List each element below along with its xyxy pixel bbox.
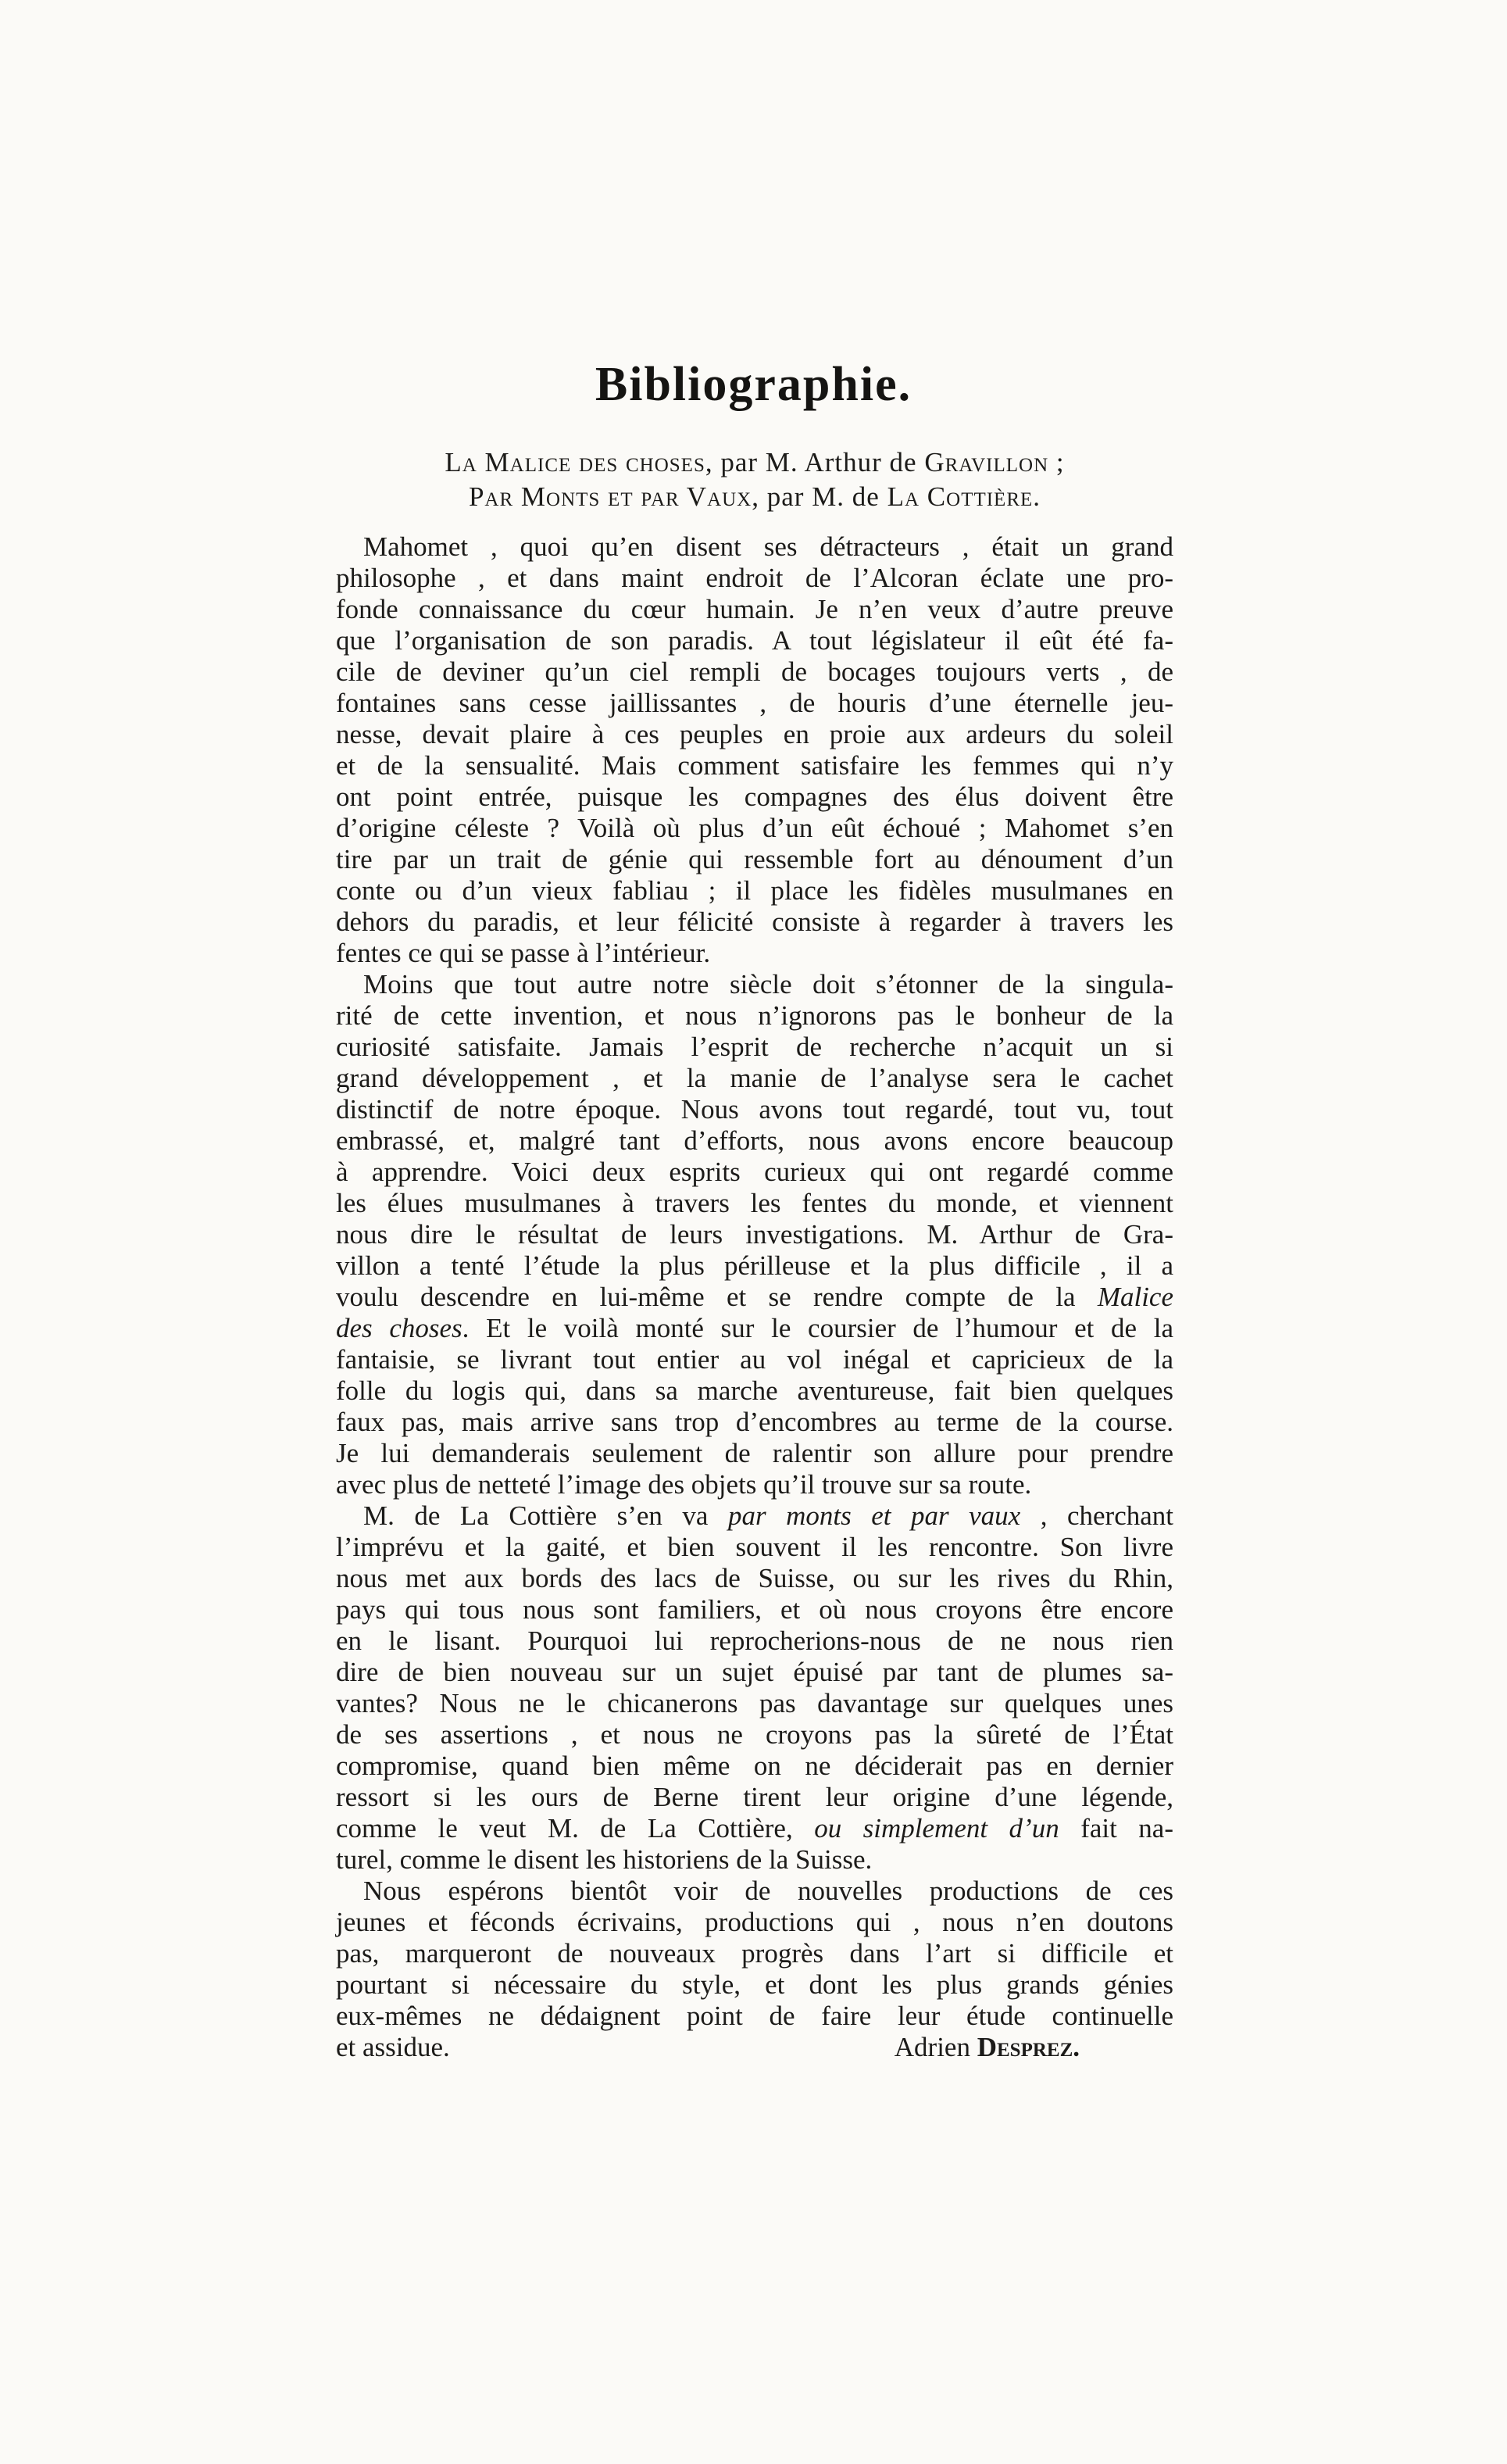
text-run: philosophe , et dans maint endroit de l’Alcoran éclate une pro- (336, 563, 1173, 593)
text-line (336, 1375, 1173, 1407)
text-line (336, 1157, 1173, 1188)
text-line (336, 875, 1173, 907)
text-run: rité de cette invention, et nous n’ignorons pas le bonheur de la (336, 1000, 1173, 1031)
paragraph-4 (336, 1876, 1173, 2032)
text-line (336, 1407, 1173, 1438)
small-caps-run: Gravillon (924, 447, 1049, 477)
text-line (336, 1094, 1173, 1125)
text-run: nous dire le résultat de leurs investigations. M. Arthur de Gra- (336, 1219, 1173, 1250)
text-run: , par M. de (752, 481, 887, 512)
small-caps-run: La Malice des choses (445, 447, 705, 477)
text-line (336, 719, 1173, 750)
text-run: jeunes et féconds écrivains, productions qui , nous n’en doutons (336, 1907, 1173, 1937)
text-run: et assidue. (336, 2032, 450, 2062)
text-line (336, 656, 1173, 688)
text-run: d’origine céleste ? Voilà où plus d’un eût échoué ; Mahomet s’en (336, 813, 1173, 843)
text-line (336, 1250, 1173, 1282)
text-run: voulu descendre en lui-même et se rendre compte de la (336, 1282, 1098, 1312)
text-run: conte ou d’un vieux fabliau ; il place les fidèles musulmanes en (336, 875, 1173, 906)
reviewed-works-heading (336, 445, 1173, 514)
text-line (336, 907, 1173, 938)
text-line (336, 688, 1173, 719)
text-line (336, 1876, 1173, 1907)
text-run: pas, marqueront de nouveaux progrès dans l’art si difficile et (336, 1938, 1173, 1969)
text-run: embrassé, et, malgré tant d’efforts, nous avons encore beaucoup (336, 1125, 1173, 1156)
italic-run: par monts et par vaux (727, 1500, 1021, 1531)
text-run: de ses assertions , et nous ne croyons pas la sûreté de l’État (336, 1719, 1173, 1750)
text-run: fantaisie, se livrant tout entier au vol inégal et capricieux de la (336, 1344, 1173, 1375)
text-line (336, 1813, 1173, 1844)
text-line (336, 1125, 1173, 1157)
small-caps-run: Desprez. (977, 2032, 1080, 2062)
text-run: à apprendre. Voici deux esprits curieux qui ont regardé comme (336, 1157, 1173, 1187)
text-line (336, 813, 1173, 844)
text-run: compromise, quand bien même on ne déciderait pas en dernier (336, 1751, 1173, 1781)
text-line (336, 1657, 1173, 1688)
text-line (336, 1500, 1173, 1532)
text-line (336, 594, 1173, 625)
text-run: Nous espérons bientôt voir de nouvelles productions de ces (363, 1876, 1173, 1906)
small-caps-run: La Cottière (887, 481, 1034, 512)
text-run: fait na- (1059, 1813, 1173, 1844)
italic-run: Malice (1097, 1282, 1173, 1312)
text-line (336, 1219, 1173, 1250)
text-run: en le lisant. Pourquoi lui reprocherions-nous de ne nous rien (336, 1625, 1173, 1656)
closing-text (336, 2032, 450, 2063)
text-line (336, 625, 1173, 656)
text-run: turel, comme le disent les historiens de la Suisse. (336, 1844, 873, 1875)
italic-run: ou simplement d’un (814, 1813, 1059, 1844)
text-run: avec plus de netteté l’image des objets qu’il trouve sur sa route. (336, 1469, 1032, 1500)
text-line (336, 1563, 1173, 1594)
text-line (336, 1063, 1173, 1094)
text-line (336, 938, 1173, 969)
text-run: les élues musulmanes à travers les fentes du monde, et viennent (336, 1188, 1173, 1218)
text-run: distinctif de notre époque. Nous avons tout regardé, tout vu, tout (336, 1094, 1173, 1125)
italic-run: des choses (336, 1313, 462, 1343)
text-line (336, 2001, 1173, 2032)
page-title: Bibliographie. (595, 358, 912, 411)
text-line (336, 531, 1173, 563)
text-line (336, 1032, 1173, 1063)
text-line (336, 781, 1173, 813)
text-run: que l’organisation de son paradis. A tout législateur il eût été fa- (336, 625, 1173, 656)
text-line (336, 1719, 1173, 1751)
paragraph-3 (336, 1500, 1173, 1876)
text-line (336, 1000, 1173, 1032)
text-line (336, 1782, 1173, 1813)
text-line (336, 1282, 1173, 1313)
text-line (336, 750, 1173, 781)
text-line (336, 1844, 1173, 1876)
paragraph-2 (336, 969, 1173, 1500)
text-run: comme le veut M. de La Cottière, (336, 1813, 815, 1844)
text-line (336, 1907, 1173, 1938)
text-run: . Et le voilà monté sur le coursier de l’humour et de la (462, 1313, 1174, 1343)
text-line (336, 1469, 1173, 1500)
text-run: fontaines sans cesse jaillissantes , de houris d’une éternelle jeu- (336, 688, 1173, 718)
text-line (336, 1594, 1173, 1625)
closing-line (336, 2032, 1173, 2063)
text-run: nesse, devait plaire à ces peuples en proie aux ardeurs du soleil (336, 719, 1173, 749)
text-run: , cherchant (1020, 1500, 1173, 1531)
text-run: vantes? Nous ne le chicanerons pas davantage sur quelques unes (336, 1688, 1173, 1718)
text-line (336, 1532, 1173, 1563)
text-run: pays qui tous nous sont familiers, et où nous croyons être encore (336, 1594, 1173, 1625)
text-run: ; (1048, 447, 1065, 477)
text-run: et de la sensualité. Mais comment satisfaire les femmes qui n’y (336, 750, 1173, 781)
text-line (336, 1688, 1173, 1719)
text-line (336, 969, 1173, 1000)
text-run: folle du logis qui, dans sa marche aventureuse, fait bien quelques (336, 1375, 1173, 1406)
text-run: Adrien (894, 2032, 977, 2062)
text-run: Mahomet , quoi qu’en disent ses détracteurs , était un grand (363, 531, 1173, 562)
text-line (336, 1188, 1173, 1219)
text-run: nous met aux bords des lacs de Suisse, ou sur les rives du Rhin, (336, 1563, 1173, 1593)
text-run: ont point entrée, puisque les compagnes des élus doivent être (336, 781, 1173, 812)
paragraph-1 (336, 531, 1173, 969)
heading-line (336, 480, 1173, 514)
small-caps-run: Par Monts et par Vaux (468, 481, 752, 512)
text-run: M. de La Cottière s’en va (363, 1500, 728, 1531)
text-run: dehors du paradis, et leur félicité consiste à regarder à travers les (336, 907, 1173, 937)
text-line (336, 563, 1173, 594)
text-run: tire par un trait de génie qui ressemble fort au dénoument d’un (336, 844, 1173, 874)
text-run: Moins que tout autre notre siècle doit s’étonner de la singula- (363, 969, 1173, 1000)
text-run: grand développement , et la manie de l’analyse sera le cachet (336, 1063, 1173, 1093)
text-run: faux pas, mais arrive sans trop d’encombres au terme de la course. (336, 1407, 1173, 1437)
text-run: curiosité satisfaite. Jamais l’esprit de recherche n’acquit un si (336, 1032, 1173, 1062)
text-line (336, 1625, 1173, 1657)
text-run: ressort si les ours de Berne tirent leur origine d’une légende, (336, 1782, 1173, 1812)
text-run: villon a tenté l’étude la plus périlleuse et la plus difficile , il a (336, 1250, 1173, 1281)
heading-line (336, 445, 1173, 480)
text-run: , par M. Arthur de (705, 447, 925, 477)
text-line (336, 1344, 1173, 1375)
article-body (336, 531, 1173, 2063)
text-run: eux-mêmes ne dédaignent point de faire leur étude continuelle (336, 2001, 1173, 2031)
text-line (336, 1313, 1173, 1344)
text-run: Je lui demanderais seulement de ralentir son allure pour prendre (336, 1438, 1173, 1468)
text-run: fentes ce qui se passe à l’intérieur. (336, 938, 711, 968)
text-run: fonde connaissance du cœur humain. Je n’en veux d’autre preuve (336, 594, 1173, 624)
text-line (336, 1938, 1173, 1969)
text-line (336, 844, 1173, 875)
text-line (336, 1438, 1173, 1469)
text-run: . (1033, 481, 1041, 512)
text-line (336, 1969, 1173, 2001)
text-run: cile de deviner qu’un ciel rempli de bocages toujours verts , de (336, 656, 1173, 687)
text-line (336, 1751, 1173, 1782)
text-run: l’imprévu et la gaité, et bien souvent il les rencontre. Son livre (336, 1532, 1173, 1562)
author-signature (895, 2032, 1173, 2063)
text-run: dire de bien nouveau sur un sujet épuisé par tant de plumes sa- (336, 1657, 1173, 1687)
text-run: pourtant si nécessaire du style, et dont les plus grands génies (336, 1969, 1173, 2000)
